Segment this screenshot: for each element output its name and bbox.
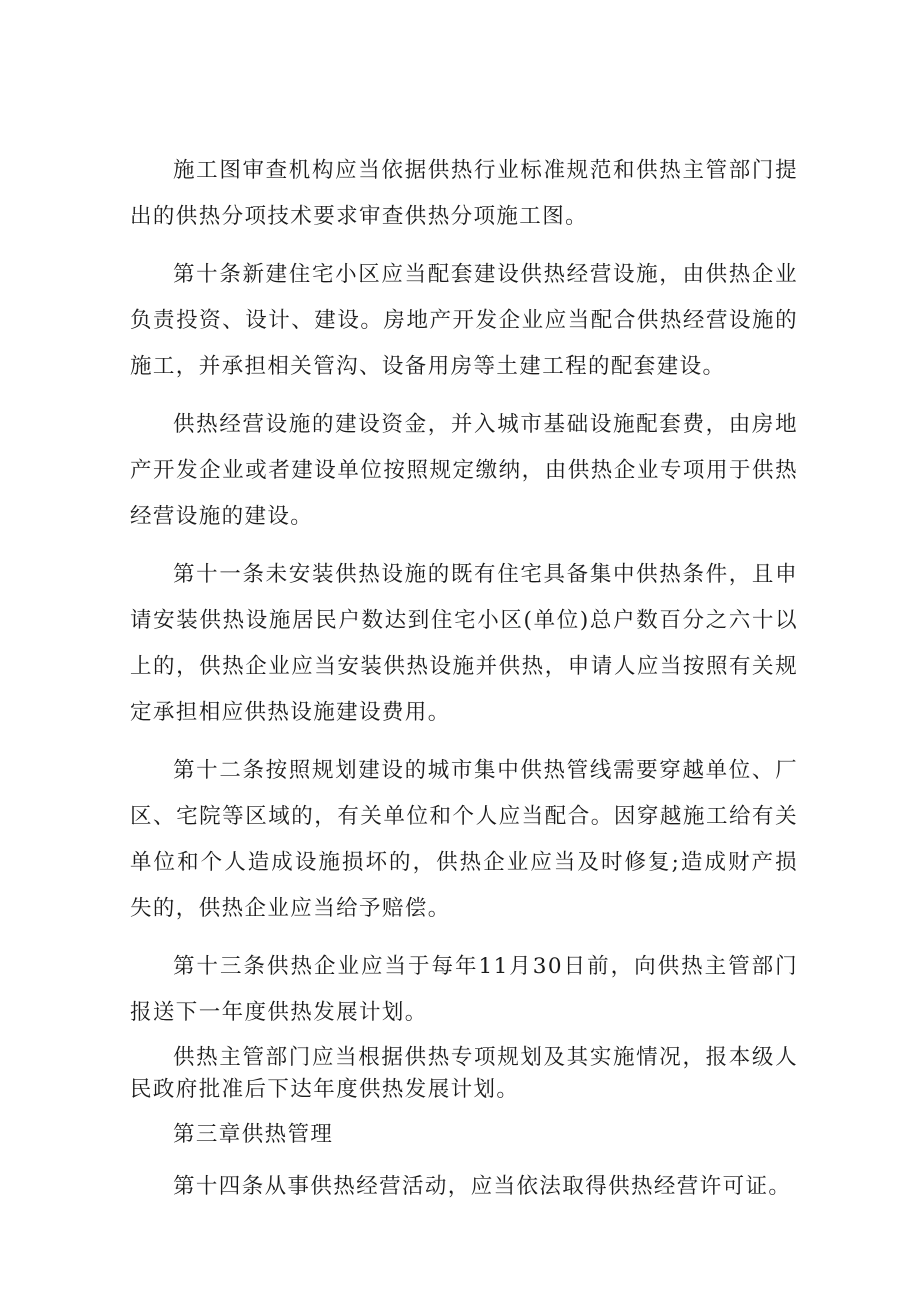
paragraph-article-11: 第十一条未安装供热设施的既有住宅具备集中供热条件，且申请安装供热设施居民户数达到住宅小区(单位)总户数百分之六十以上的，供热企业应当安装供热设施并供热，申请人应当按照有关规定承担相应供热设施建设费用。 — [130, 562, 798, 725]
paragraph-annual-plan: 供热主管部门应当根据供热专项规划及其实施情况，报本级人民政府批准后下达年度供热发展计划。 — [130, 1045, 798, 1102]
document-page — [130, 148, 798, 1210]
paragraph-construction-funds: 供热经营设施的建设资金，并入城市基础设施配套费，由房地产开发企业或者建设单位按照规定缴纳，由供热企业专项用于供热经营设施的建设。 — [130, 412, 798, 529]
paragraph-article-14: 第十四条从事供热经营活动，应当依法取得供热经营许可证。 — [173, 1174, 792, 1199]
paragraph-article-12: 第十二条按照规划建设的城市集中供热管线需要穿越单位、厂区、宅院等区域的，有关单位和个人应当配合。因穿越施工给有关单位和个人造成设施损坏的，供热企业应当及时修复;造成财产损失的，供热企业应当给予赔偿。 — [130, 758, 798, 921]
paragraph-article-13: 第十三条供热企业应当于每年11月30日前，向供热主管部门报送下一年度供热发展计划。 — [130, 954, 798, 1025]
chapter-3-heading: 第三章供热管理 — [173, 1122, 334, 1147]
paragraph-article-10: 第十条新建住宅小区应当配套建设供热经营设施，由供热企业负责投资、设计、建设。房地产开发企业应当配合供热经营设施的施工，并承担相关管沟、设备用房等土建工程的配套建设。 — [130, 262, 798, 379]
paragraph-construction-drawing-review: 施工图审查机构应当依据供热行业标准规范和供热主管部门提出的供热分项技术要求审查供热分项施工图。 — [130, 158, 798, 229]
